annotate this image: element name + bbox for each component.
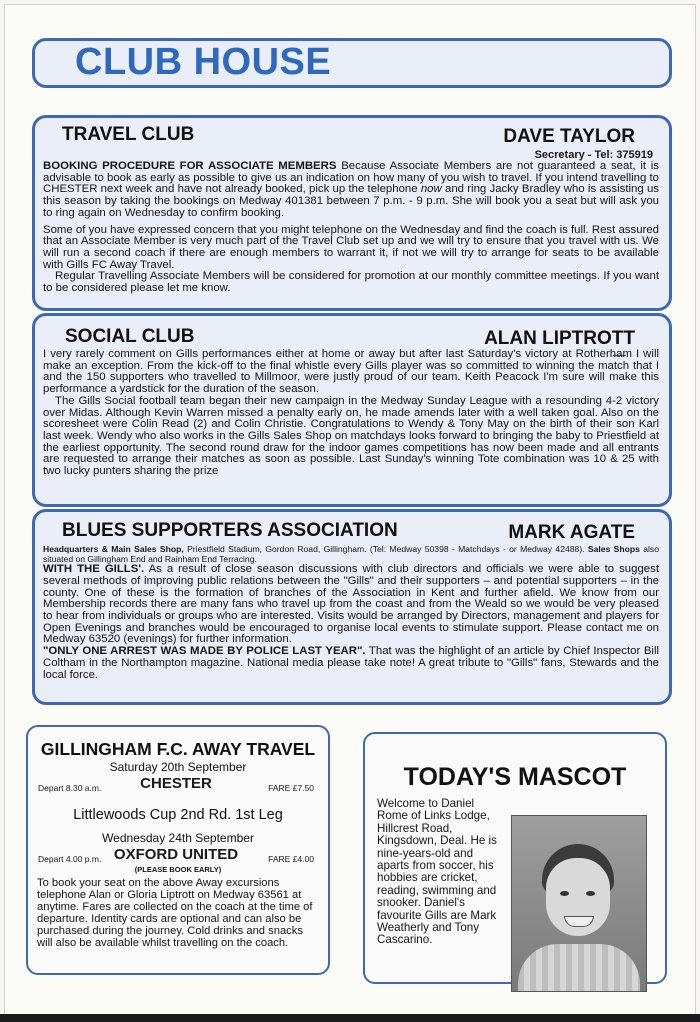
blues-author: MARK AGATE	[508, 522, 635, 543]
blues-shops-text: also situated on Gillingham End and Rainham End Terracing.	[43, 544, 659, 564]
social-club-body	[43, 349, 659, 478]
blues-hq-label: Headquarters & Main Sales Shop,	[43, 544, 184, 554]
fixture1-depart: Depart 8.30 a.m.	[38, 783, 102, 793]
blues-hq-text: Priestfield Stadium, Gordon Road, Gillingham. (Tel: Medway 50398 - Matchdays - or Medway 42488).	[183, 544, 588, 554]
social-club-section	[32, 313, 672, 507]
mascot-title: TODAY'S MASCOT	[403, 763, 627, 791]
travel-club-p1a: Because Associate Members are not guaranteed a seat, it is advisable to book as early as possible to give us an indication on how many of you wish to travel. If you intend travelling to CHESTER next week and have not already booked, pick up the telephone	[43, 160, 659, 196]
away-travel-info: To book your seat on the above Away excursions telephone Alan or Gloria Liptrott on Medway 63561 at anytime. Fares are collected on the coach at the time of departure. Identity cards are optional and can also be purchased during the journey. Cold drinks and snacks will also be available whilst travelling on the coach.	[37, 877, 313, 949]
mascot-box	[363, 732, 667, 984]
travel-club-author: DAVE TAYLOR	[503, 126, 635, 147]
page-title: CLUB HOUSE	[75, 41, 332, 83]
social-club-heading: SOCIAL CLUB	[65, 326, 195, 347]
fixture2-date: Wednesday 24th September	[102, 831, 254, 845]
fixture1-date: Saturday 20th September	[109, 760, 247, 774]
fixture2-fare: FARE £4.00	[268, 854, 314, 864]
blues-p2: That was the highlight of an article by Chief Inspector Bill Coltham in the Northampton magazine. National media please take note! A great tribute to "Gills" fans, Stewards and the local force.	[43, 645, 660, 681]
mascot-text: Welcome to Daniel Rome of Links Lodge, Hillcrest Road, Kingsdown, Deal. He is nine-years-old and aparts from soccer, his hobbies are cricket, reading, swimming and snooker. Daniel's favourite Gills are Mark Weatherly and Tony Cascarino.	[377, 797, 497, 947]
social-club-p1: I very rarely comment on Gills performances either at home or away but after last Saturday's victory at Rotherh̶a̶m I will make an exception. From the kick-off to the final whistle every Gills player was so committed to winning the match that I and the 150 supporters who travelled to Millmoor, were justly proud of our team. Keith Peacock I'm sure will make this performance a yardstick for the duration of the season.	[43, 348, 659, 396]
fixture2-competition: Littlewoods Cup 2nd Rd. 1st Leg	[73, 807, 283, 823]
blues-p1: As a result of close season discussions with club directors and officials we were able to suggest several methods of improving public relations between the "Gills" and their supporters – and potential supporters – in the county. One of these is the formation of branches of the Association in Kent and further afield. We know from our Membership records there are many fans who travel up from the coast and from the Weald so we would be very pleased to hear from individuals or groups who are interested. Visits would be arranged by Directors, management and players for Open Evenings and branches would be encouraged to organise local events to stimulate support. Please contact me on Medway 63520 (evenings) for further information.	[43, 563, 660, 646]
blues-body	[43, 545, 659, 681]
fixture2-depart: Depart 4.00 p.m.	[38, 854, 102, 864]
travel-club-author-role: Secretary - Tel: 375919	[534, 149, 653, 161]
away-travel-box	[26, 725, 330, 975]
travel-club-body	[43, 161, 659, 295]
fixture1-opponent: CHESTER	[140, 775, 212, 792]
fixture2-note: (PLEASE BOOK EARLY)	[134, 865, 222, 874]
title-banner	[32, 38, 672, 88]
blues-heading: BLUES SUPPORTERS ASSOCIATION	[62, 520, 398, 541]
travel-club-heading: TRAVEL CLUB	[62, 124, 195, 145]
fixture1-row	[38, 775, 314, 797]
travel-club-section	[32, 115, 672, 311]
travel-club-p1-em: now	[420, 183, 442, 196]
blues-hq	[43, 545, 659, 564]
social-club-p2: The Gills Social football team began their new campaign in the Medway Sunday League with a resounding 4-2 victory over Midas. Although Kevin Warren missed a penalty early on, he made amends later with a well taken goal. Also on the scoresheet were Colin Read (2) and Colin Christie. Congratulations to Wendy & Tony May on the birth of their son Karl last week. Wendy who also works in the Gills Sales Shop on matchdays looks forward to bringing the baby to Priestfield at the earliest opportunity. The second round draw for the indoor games competitions has now been made and all entrants are requested to arrange their matches as soon as possible. Last Sunday's winning Tote combination was 10 & 25 with two lucky punters sharing the prize	[43, 394, 659, 478]
blues-arrest: "ONLY ONE ARREST WAS MADE BY POLICE LAST YEAR".	[43, 645, 366, 658]
fixture1-fare: FARE £7.50	[268, 783, 314, 793]
blues-section	[32, 509, 672, 705]
fixture2-opponent: OXFORD UNITED	[113, 846, 239, 863]
page-bottom-edge	[0, 1014, 700, 1022]
travel-club-p1b: and ring Jacky Bradley who is assisting us this season by taking the bookings on Medway 401381 between 7 p.m. - 9 p.m. She will book you a seat but will ask you to ring again on Wednesday to confirm booking.	[43, 183, 659, 219]
mascot-photo	[511, 815, 647, 992]
away-travel-title: GILLINGHAM F.C. AWAY TRAVEL	[40, 739, 316, 759]
travel-club-p2: Some of you have expressed concern that you might telephone on the Wednesday and find the coach is full. Rest assured that an Associate Member is very much part of the Travel Club set up and we will try to ensure that you travel with us. We will run a second coach if there are enough members to warrant it, if not we will try to arrange for seats to be available with Gills FC Away Travel.	[43, 223, 659, 271]
travel-club-p3: Regular Travelling Associate Members will be considered for promotion at our monthly committee meetings. If you want to be considered please let me know.	[43, 270, 659, 295]
travel-club-lead: BOOKING PROCEDURE FOR ASSOCIATE MEMBERS	[43, 160, 337, 172]
blues-shops-label: Sales Shops	[587, 544, 640, 554]
social-club-author: ALAN LIPTROTT	[484, 328, 635, 349]
blues-with-gills: WITH THE GILLS'.	[43, 563, 145, 576]
